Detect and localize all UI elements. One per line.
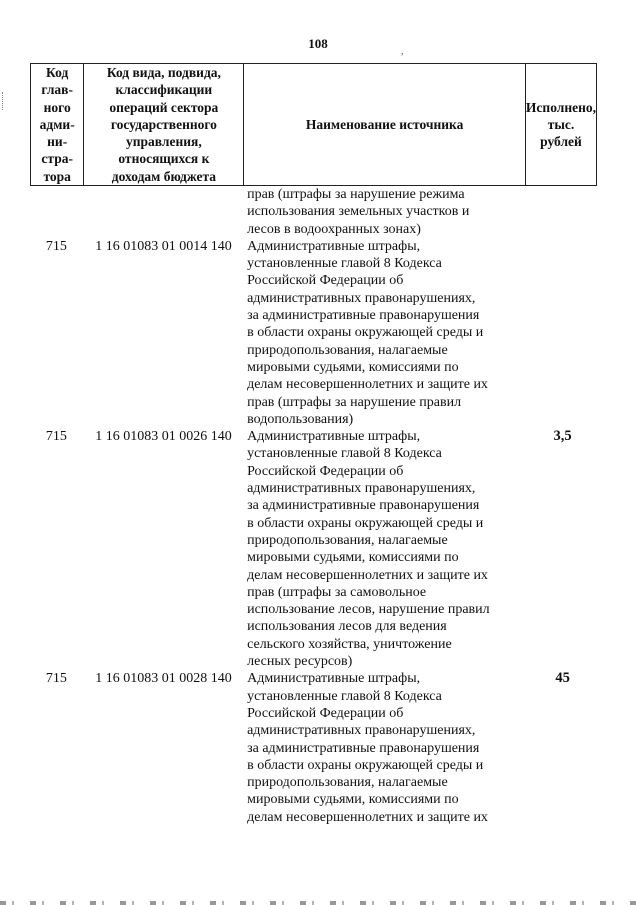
source-name-line: прав (штрафы за нарушение режима [247,187,465,202]
source-name-line: за административные правонарушения [247,308,480,324]
page-number: 108 [308,36,328,51]
table-header [30,63,597,186]
header-admin-code-text [40,64,75,185]
header-line: управления, [126,134,202,150]
source-name-cell [244,670,528,826]
table-row [30,238,597,428]
source-name-cell [244,186,528,238]
source-name-line: административных правонарушениях, [247,481,476,497]
scan-mark: , [401,46,404,57]
amount-cell: 3,5 [553,428,572,445]
source-name-line: в области охраны окружающей среды и [247,515,484,531]
admin-code-cell: 715 [45,429,67,445]
source-name-line: мировыми судьями, комиссиями по [247,359,459,375]
source-name-line: в области охраны окружающей среды и [247,757,484,773]
header-line: Код [46,64,69,80]
source-name-line: прав (штрафы за самовольное [247,584,427,600]
header-line: адми- [39,116,75,132]
header-source-name [243,64,525,185]
table-row [30,186,597,238]
table-row [30,670,597,826]
header-line: доходам бюджета [111,168,216,184]
margin-mark [2,92,9,110]
source-name-line: за административные правонарушения [247,498,480,514]
header-line: Исполнено, [525,99,597,115]
source-name-line: за административные правонарушения [247,740,480,756]
source-name-line: Российской Федерации об [247,273,404,289]
amount-cell: 45 [555,670,570,687]
source-name-line: установленные главой 8 Кодекса [247,688,442,704]
table-body [30,186,597,826]
source-name-line: Российской Федерации об [247,463,404,479]
header-line: относящихся к [118,151,210,167]
source-name-line: природопользования, налагаемые [247,532,448,548]
classification-code-cell [83,186,244,238]
source-name-line: делам несовершеннолетних и защите их [247,809,488,825]
source-name-cell [244,428,528,670]
source-name-line: сельского хозяйства, уничтожение [247,636,452,652]
header-line: глав- [41,82,73,98]
source-name-line: природопользования, налагаемые [247,775,448,791]
header-line: операций сектора [109,99,219,115]
scan-edge [0,901,636,905]
source-name-line: делам несовершеннолетних и защите их [247,567,488,583]
header-amount [525,64,596,185]
header-line: рублей [540,134,582,150]
amount-cell [528,186,597,238]
source-name-line: Административные штрафы, [247,238,421,254]
header-admin-code [31,64,83,185]
header-line: Наименование источника [305,116,464,132]
source-name-line: мировыми судьями, комиссиями по [247,550,459,566]
source-name-line: природопользования, налагаемые [247,342,448,358]
source-name-line: в области охраны окружающей среды и [247,325,484,341]
header-amount-text [526,99,596,151]
classification-code-cell: 1 16 01083 01 0014 140 [95,238,232,254]
source-name-line: Российской Федерации об [247,705,404,721]
source-name-line: делам несовершеннолетних и защите их [247,377,488,393]
source-name-line: лесных ресурсов) [247,654,353,670]
classification-code-cell: 1 16 01083 01 0028 140 [95,671,232,687]
header-classification-code-text [107,64,221,185]
source-name-line: использования земельных участков и [247,204,470,220]
source-name-line: административных правонарушениях, [247,723,476,739]
header-line: стра- [41,151,73,167]
source-name-line: прав (штрафы за нарушение правил [247,394,462,410]
source-name-line: использование лесов, нарушение правил [247,602,490,618]
header-line: Код вида, подвида, [106,64,221,80]
header-line: государственного [110,116,217,132]
source-name-line: Административные штрафы, [247,671,421,687]
source-name-line: установленные главой 8 Кодекса [247,446,442,462]
admin-code-cell: 715 [45,238,67,254]
admin-code-cell [30,186,83,238]
table-row [30,428,597,670]
header-line: ни- [47,134,68,150]
amount-cell [528,238,597,428]
source-name-line: использования лесов для ведения [247,619,447,635]
header-line: классификации [115,82,213,98]
header-line: ного [43,99,71,115]
source-name-line: мировыми судьями, комиссиями по [247,792,459,808]
source-name-line: водопользования) [247,411,354,427]
source-name-line: лесов в водоохранных зонах) [247,221,421,237]
header-line: тыс. [547,116,575,132]
classification-code-cell: 1 16 01083 01 0026 140 [95,429,232,445]
source-name-line: Административные штрафы, [247,429,421,445]
admin-code-cell: 715 [45,671,67,687]
header-line: тора [43,168,71,184]
source-name-line: установленные главой 8 Кодекса [247,256,442,272]
source-name-cell [244,238,528,428]
header-classification-code [83,64,243,185]
source-name-line: административных правонарушениях, [247,290,476,306]
